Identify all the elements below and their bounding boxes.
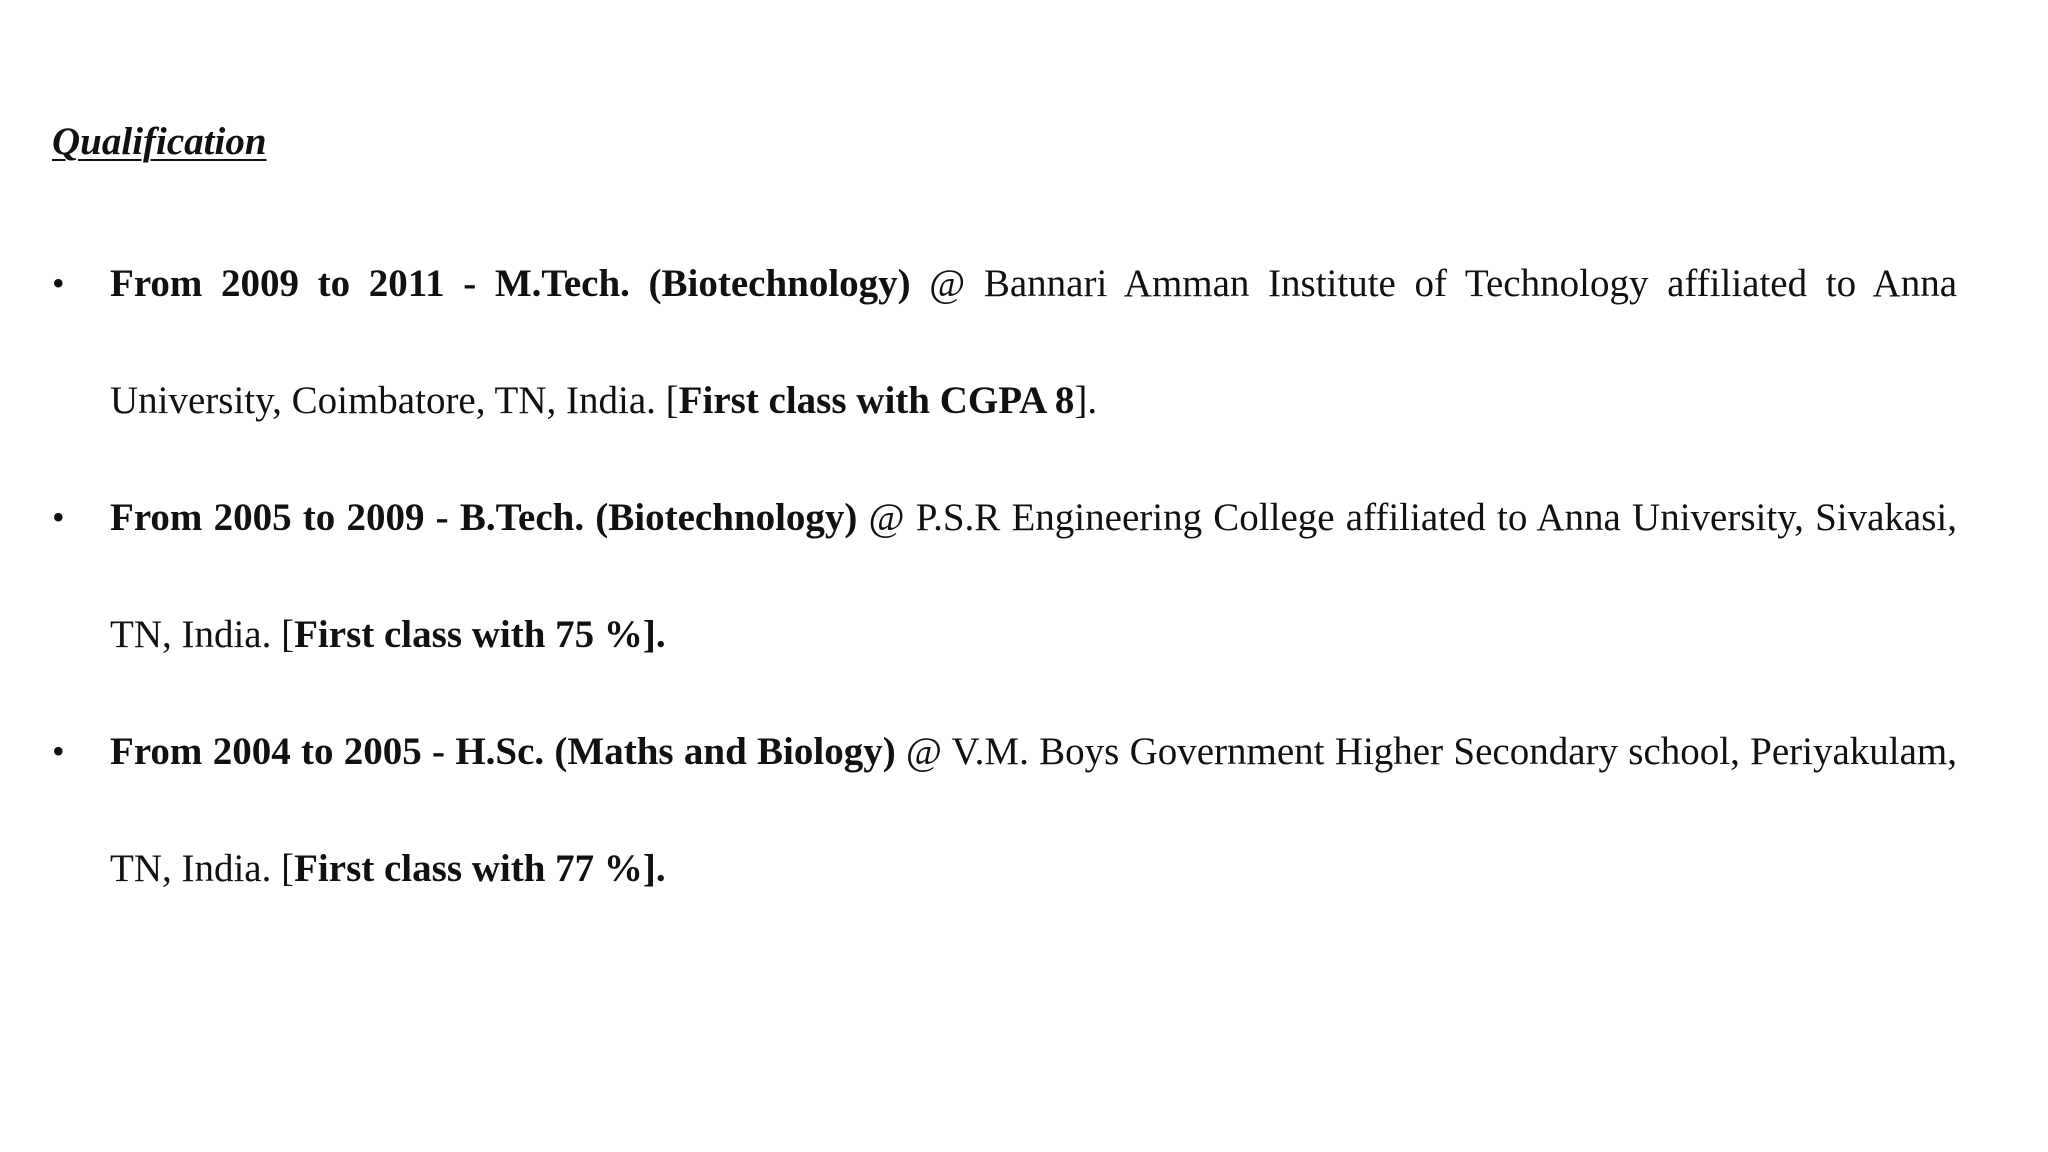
- qualification-period: From 2009 to 2011 - M.Tech. (Biotechnology): [110, 262, 911, 305]
- qualification-period: From 2004 to 2005 - H.Sc. (Maths and Biology): [110, 730, 896, 773]
- qualification-item-hsc: [52, 693, 1957, 927]
- qualification-result: First class with CGPA 8: [678, 379, 1075, 422]
- qualification-tail: ].: [1074, 379, 1098, 422]
- qualification-list: [52, 225, 1957, 927]
- qualification-result: First class with 77 %].: [294, 847, 666, 890]
- qualification-institution: @ V.M. Boys Government Higher Secondary school, Periyakulam, TN, India. [: [110, 730, 1957, 890]
- qualification-institution: @ P.S.R Engineering College affiliated to Anna University, Sivakasi, TN, India. [: [110, 496, 1957, 656]
- qualification-item-mtech: [52, 225, 1957, 459]
- bullet-icon: •: [52, 731, 65, 771]
- bullet-icon: •: [52, 497, 65, 537]
- section-heading: Qualification: [52, 120, 267, 163]
- qualification-result: First class with 75 %].: [294, 613, 666, 656]
- bullet-icon: •: [52, 263, 65, 303]
- qualification-item-btech: [52, 459, 1957, 693]
- qualification-period: From 2005 to 2009 - B.Tech. (Biotechnology): [110, 496, 858, 539]
- qualification-institution: @ Bannari Amman Institute of Technology affiliated to Anna University, Coimbatore, TN, India. [: [110, 262, 1958, 422]
